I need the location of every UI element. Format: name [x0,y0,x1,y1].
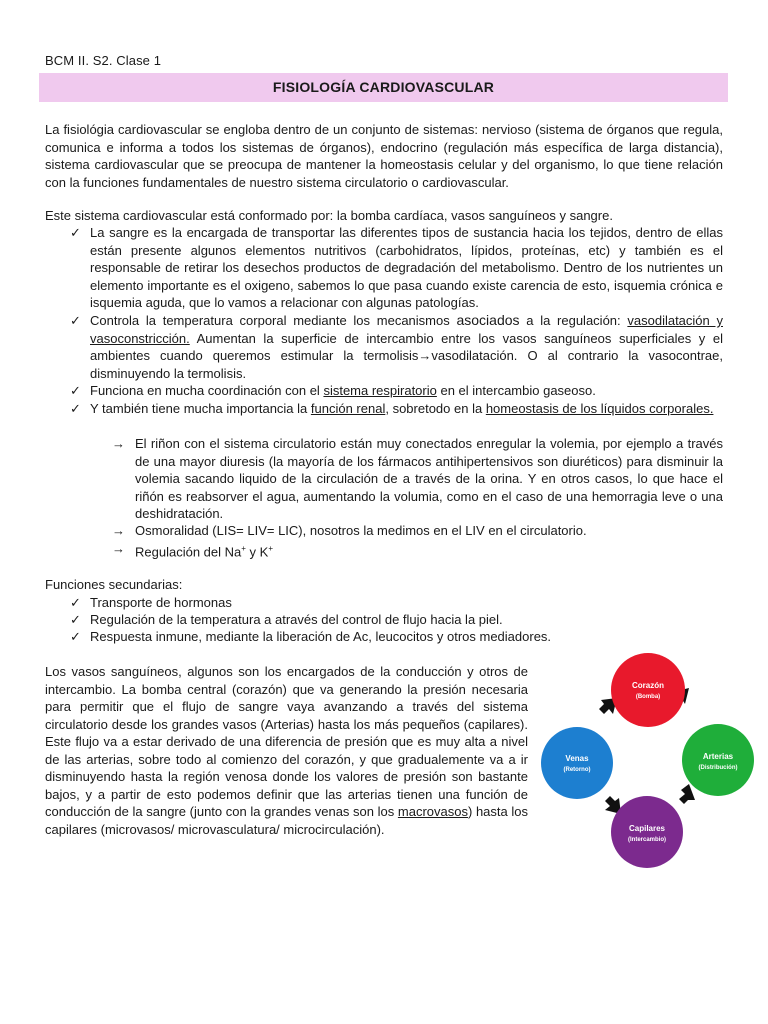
bullet-respiratory-text-a: Funciona en mucha coordinación con el [90,383,324,398]
vessels-text-a: Los vasos sanguíneos, algunos son los encargados de la conducción y otros de intercambio. La bomba central (corazón) que va generando la presión necesaria para permitir que el flujo de sangre vaya avanzando a través del sistema circulatorio desde los grandes vasos (Arterias) hasta los más pequeños (capilares). Este flujo va a estar derivado de una diferencia de presión que es muy alta a nivel de las arterias, sobre todo al comienzo del corazón, y que gradualemente va a ir disminuyendo hasta la región venosa donde los valores de presión son bastante bajos, y a partir de esto podemos definir que las arterias tienen una función de conducción de la sangre (junto con la grandes venas son los [45,664,528,819]
bullet-respiratory-text-c: en el intercambio gaseoso. [436,383,596,398]
check-icon: ✓ [70,401,81,416]
node-venas-sub: (Retorno) [563,767,591,773]
sub-k-text: y K [245,544,269,560]
bullet-temperature [90,312,723,382]
renal-function-text: función renal [310,401,386,416]
node-venas-label: Venas [565,754,589,763]
check-icon: ✓ [70,225,81,240]
sub-k-charge: + [268,544,273,553]
sub-kidney: El riñon con el sistema circulatorio están muy conectados enregular la volemia, por ejemplo a través de una mayor diuresis (la mayoría de los fármacos antihipertensivos son diuréticos) para disminuir la volemia sacando liquido de la circulación de a través de la orina. Y en otros casos, lo que hace el riñón es reabsorver el agua, aumentando la volumia, como en el caso de una hemorragia leve o una deshidratación. [135,436,723,521]
sub-osmolarity: Osmoralidad (LIS= LIV= LIC), nosotros la medimos en el LIV en el circulatorio. [135,523,587,538]
secondary-heading: Funciones secundarias: [45,577,183,592]
secondary-item-hormones: Transporte de hormonas [90,595,232,610]
homeostasis-text: homeostasis de los líquidos corporales. [485,401,714,416]
course-label: BCM II. S2. Clase 1 [45,53,162,68]
node-corazon-label: Corazón [632,681,664,690]
check-icon: ✓ [70,612,81,627]
sub-sodium-potassium [135,540,723,561]
page-title: FISIOLOGÍA CARDIOVASCULAR [39,73,728,102]
sub-na-text: Regulación del Na [135,544,242,560]
node-capilares-label: Capilares [628,824,666,833]
node-capilares [611,796,683,868]
node-corazon [611,653,685,727]
bullet-renal-text-c: , sobretodo en la [385,401,486,416]
check-icon: ✓ [70,595,81,610]
intro-paragraph: La fisiológia cardiovascular se engloba dentro de un conjunto de sistemas: nervioso (sistema de órganos que regula, comunica e informa a todos los sistemas de órganos), endocrino (regulación más específica de larga distancia), sistema cardiovascular que se preocupa de mantener la homeostasis celular y del organismo, lo que tiene relación con la funciones fundamentales de nuestro sistema circulatorio o cardiovascular. [45,122,723,190]
vessels-paragraph [45,663,528,838]
bullet-temperature-text-b: asociados [456,312,520,328]
bullet-temperature-text-c: a la regulación: [519,313,628,328]
bullet-temperature-text-a: Controla la temperatura corporal mediante los mecanismos [90,313,457,328]
circulation-cycle-diagram [535,650,755,870]
node-venas [541,727,613,799]
secondary-item-immune: Respuesta inmune, mediante la liberación de Ac, leucocitos y otros mediadores. [90,629,552,644]
vasodilatation-link: vasodilatación y vasoconstricción. [90,313,723,346]
node-arterias-label: Arterias [702,752,734,761]
node-arterias [682,724,754,796]
system-intro: Este sistema cardiovascular está conformado por: la bomba cardíaca, vasos sanguíneos y sangre. [45,208,613,223]
arrow-icon [679,784,695,804]
bullet-temperature-text-e: Aumentan la superficie de intercambio entre los vasos sanguíneos superficiales y el ambientes cuando queremos estimular la termolisis→vasodilatación. O al contrario la vasocontrae, disminuyendo la termolisis. [90,330,723,381]
secondary-item-temperature: Regulación de la temperatura a através del control de flujo hacia la piel. [90,612,503,627]
node-arterias-sub: (Distribución) [698,765,738,771]
node-corazon-sub: (Bomba) [635,694,661,700]
vessels-text-c: ) hasta los capilares (microvasos/ microvasculatura/ microcirculación). [45,804,528,837]
arrow-icon: → [112,541,125,556]
respiratory-system-text: sistema respiratorio [323,383,437,398]
check-icon: ✓ [70,313,81,328]
check-icon: ✓ [70,383,81,398]
arrow-icon: → [112,436,125,451]
bullet-renal [90,400,723,418]
check-icon: ✓ [70,629,81,644]
sub-na-charge: + [241,544,246,553]
node-capilares-sub: (Intercambio) [627,837,667,843]
macrovessels-text: macrovasos [397,804,468,819]
bullet-renal-text-a: Y también tiene mucha importancia la [90,401,311,416]
arrow-icon: → [112,523,125,538]
bullet-respiratory [90,382,723,400]
bullet-blood: La sangre es la encargada de transportar las diferentes tipos de sustancia hacia los tejidos, dentro de ellas están presente algunos elementos nutritivos (carbohidratos, lípidos, proteínas, etc) y también es el responsable de retirar los desechos productos de degradación del metabolismo. Dentro de los nutrientes un elemento importante es el oxigeno, sabemos lo que pasa cuando existe carencia de esto, isquemia crónica e isquemia aguda, que lo vamos a relacionar con algunas patologías. [90,225,723,310]
